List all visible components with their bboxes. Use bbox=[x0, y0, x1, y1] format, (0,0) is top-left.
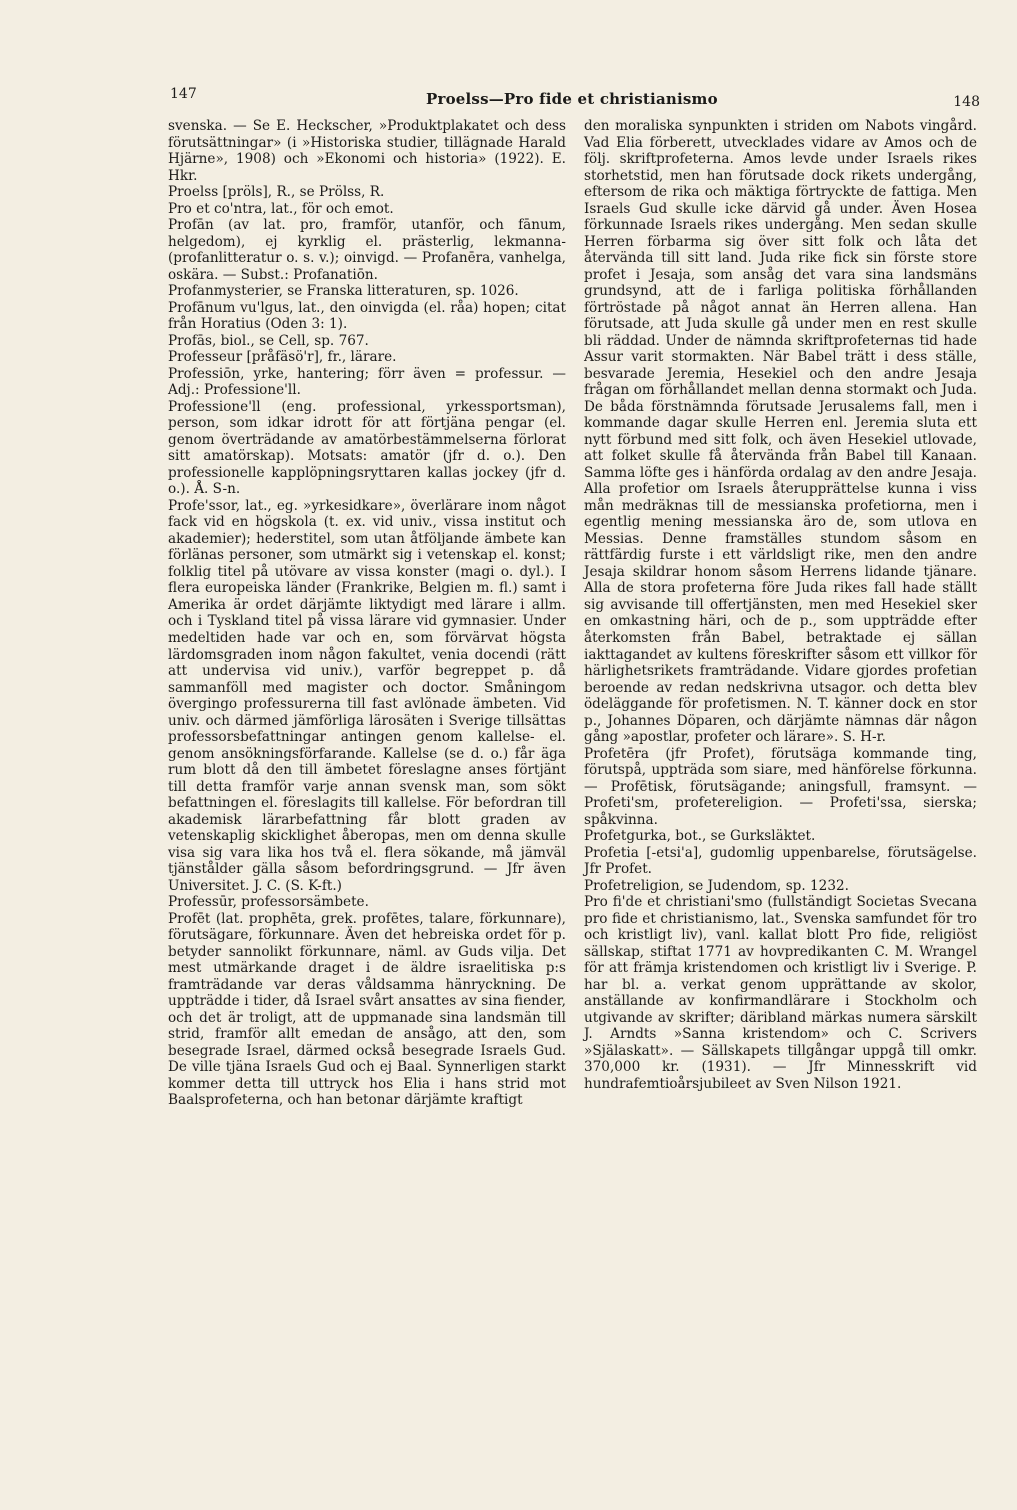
entry-proelss: Proelss [pröls], R., se Prölss, R. bbox=[168, 184, 385, 201]
entry-profetreligion: Profetreligion, se Judendom, sp. 1232. bbox=[584, 877, 849, 894]
entry-profet: Profēt (lat. prophēta, grek. profētes, talare, förkunnare), förutsägare, förkunnare. Även det hebreiska ordet för p. betyder sannolikt förkunnare, näml. av Guds vilja. Det mest utmärkande draget i de äldre israelitiska p:s framträdande var deras våldsamma hänryckning. De uppträdde i tider, då Israel svårt ansattes av sina fiender, och det är troligt, att de uppmanade sina landsmän till strid, framför allt emedan de ansågo, att den, som besegrade Israel, därmed också besegrade Israels Gud. De ville tjäna Israels Gud och ej Baal. Synnerligen starkt kommer detta till uttryck hos Elia i hans strid mot Baalsprofeterna, och han betonar därjämte kraftigt bbox=[168, 910, 566, 1109]
entry-profas: Profās, biol., se Cell, sp. 767. bbox=[168, 332, 369, 349]
entry-professor: Profe'ssor, lat., eg. »yrkesidkare», överlärare inom något fack vid en högskola (t. ex. vid univ., vissa institut och akademier); hederstitel, som utan åtföljande ämbete kan förlänas personer, som utmärkt sig i vetenskap el. konst; folklig titel på utövare av vissa konster (magi o. dyl.). I flera europeiska länder (Frankrike, Belgien m. fl.) samt i Amerika är ordet därjämte liktydigt med lärare i allm. och i Tyskland titel på vissa lärare vid gymnasier. Under medeltiden hade var och en, som förvärvat högsta lärdomsgraden inom någon fakultet, venia docendi (rätt att undervisa vid univ.), varför begreppet p. då sammanföll med magister och doctor. Småningom övergingo professurerna till fast avlönade ämbeten. Vid univ. och därmed jämförliga lärosäten i Sverige tillsättas professorsbefattningar antingen genom kallelse- el. genom ansökningsförfarande. Kallelse (se d. o.) får äga rum blott då den till ämbetet föreslagne anses förtjänt till detta framför varje annan svensk man, som sökt befattningen el. föreslagits till kallelse. För befordran till akademisk lärarbefattning får blott graden av vetenskaplig skicklighet åberopas, men om denna skulle visa sig vara lika hos två el. flera sökande, må jämväl tjänstålder gälla såsom befordringsgrund. — Jfr även Universitet. J. C. (S. K-ft.) bbox=[168, 497, 566, 894]
page-number-right: 148 bbox=[953, 94, 980, 110]
right-column bbox=[584, 118, 977, 1092]
entry-professur: Professūr, professorsämbete. bbox=[168, 894, 369, 911]
entry-professionell: Professione'll (eng. professional, yrkessportsman), person, som idkar idrott för att förtjäna pengar (el. genom överträdande av amatörbestämmelserna förlorat sitt amatörskap). Motsats: amatör (jfr d. o.). Den professionelle kapplöpningsryttaren kallas jockey (jfr d. o.). Å. S-n. bbox=[168, 398, 566, 498]
entry-heckscher-continuation: svenska. — Se E. Heckscher, »Produktplakatet och dess förutsättningar» (i »Historiska studier, tillägnade Harald Hjärne», 1908) och »Ekonomi och historia» (1922). E. Hkr. bbox=[168, 118, 566, 184]
page-number-left: 147 bbox=[170, 86, 197, 102]
page-header bbox=[170, 86, 990, 116]
running-title: Proelss—Pro fide et christianismo bbox=[426, 90, 718, 108]
entry-professeur: Professeur [pråfäsö'r], fr., lärare. bbox=[168, 349, 397, 366]
entry-profanum-vulgus: Profānum vu'lgus, lat., den oinvigda (el. råa) hopen; citat från Horatius (Oden 3: 1). bbox=[168, 299, 566, 333]
entry-profetera: Profetēra (jfr Profet), förutsäga kommande ting, förutspå, uppträda som siare, med hänförelse förkunna. — Profētisk, förutsägande; aningsfull, framsynt. — Profeti'sm, profetereligion. — Profeti'ssa, sierska; spåkvinna. bbox=[584, 745, 977, 828]
entry-profanmysterier: Profanmysterier, se Franska litteraturen, sp. 1026. bbox=[168, 283, 519, 300]
entry-pro-et-contra: Pro et co'ntra, lat., för och emot. bbox=[168, 200, 394, 217]
entry-profetgurka: Profetgurka, bot., se Gurksläktet. bbox=[584, 828, 816, 845]
entry-profan: Profān (av lat. pro, framför, utanför, och fānum, helgedom), ej kyrklig el. prästerlig, lekmanna- (profanlitteratur o. s. v.); oinvigd. — Profanēra, vanhelga, oskära. — Subst.: Profanatiōn. bbox=[168, 217, 566, 283]
entry-profet-continuation: den moraliska synpunkten i striden om Nabots vingård. Vad Elia förberett, utvecklades vidare av Amos och de följ. skriftprofeterna. Amos levde under Israels rikes storhetstid, men han förutsade dock rikets undergång, eftersom de rika och mäktiga förtryckte de fattiga. Men Israels Gud skulle icke därvid gå under. Även Hosea förkunnade Israels rikes undergång. Men sedan skulle Herren förbarma sig över sitt folk och låta det återvända till sitt land. Juda rike fick sin förste store profet i Jesaja, som ansåg det vara sina landsmäns grundsynd, att de i farliga politiska förhållanden förtröstade på något annat än Herren allena. Han förutsade, att Juda skulle gå under men en rest skulle bli räddad. Under de nämnda skriftprofeternas tid hade Assur varit stormakten. När Babel trätt i dess ställe, besvarade Jeremia, Hesekiel och den andre Jesaja frågan om förhållandet mellan denna stormakt och Juda. De båda förstnämnda förutsade Jerusalems fall, men i kommande dagar skulle Herren enl. Jeremia sluta ett nytt förbund med sitt folk, och även Hesekiel utlovade, att folket skulle få återvända från Babel till Kanaan. Samma löfte ges i hänförda ordalag av den andre Jesaja. Alla profetior om Israels återupprättelse kunna i viss mån medräknas till de messianska profetiorna, men i egentlig mening messianska äro de, som utlova en Messias. Denne framställes stundom såsom en rättfärdig furste i ett världsligt rike, men den andre Jesaja skildrar honom såsom Herrens lidande tjänare. Alla de stora profeterna före Juda rikes fall hade ställt sig avvisande till offertjänsten, men med Hesekiel sker en omkastning häri, och de p., som uppträdde efter återkomsten från Babel, betraktade ej sällan iakttagandet av kultens föreskrifter såsom ett villkor för härlighetsrikets framträdande. Vidare gjordes profetian beroende av redan nedskrivna utsagor. och detta blev ödeläggande för profetismen. N. T. känner dock en stor p., Johannes Döparen, och därjämte nämnas där någon gång »apostlar, profeter och lärare». S. H-r. bbox=[584, 118, 977, 746]
entry-pro-fide-et-christianismo: Pro fi'de et christiani'smo (fullständigt Societas Svecana pro fide et christianismo, lat., Svenska samfundet för tro och kristligt liv), vanl. kallat blott Pro fide, religiöst sällskap, stiftat 1771 av hovpredikanten C. M. Wrangel för att främja kristendomen och kristligt liv i Sverige. P. har bl. a. verkat genom upprättande av skolor, anställande av konfirmandlärare i Stockholm och utgivande av skrifter; däribland märkas numera särskilt J. Arndts »Sanna kristendom» och C. Scrivers »Själaskatt». — Sällskapets tillgångar uppgå till omkr. 370,000 kr. (1931). — Jfr Minnesskrift vid hundrafemtioårsjubileet av Sven Nilson 1921. bbox=[584, 894, 977, 1092]
entry-profession: Professiōn, yrke, hantering; förr även = professur. — Adj.: Professione'll. bbox=[168, 365, 566, 399]
left-column bbox=[168, 118, 566, 1109]
entry-profetia: Profetia [-etsi'a], gudomlig uppenbarelse, förutsägelse. Jfr Profet. bbox=[584, 844, 977, 878]
